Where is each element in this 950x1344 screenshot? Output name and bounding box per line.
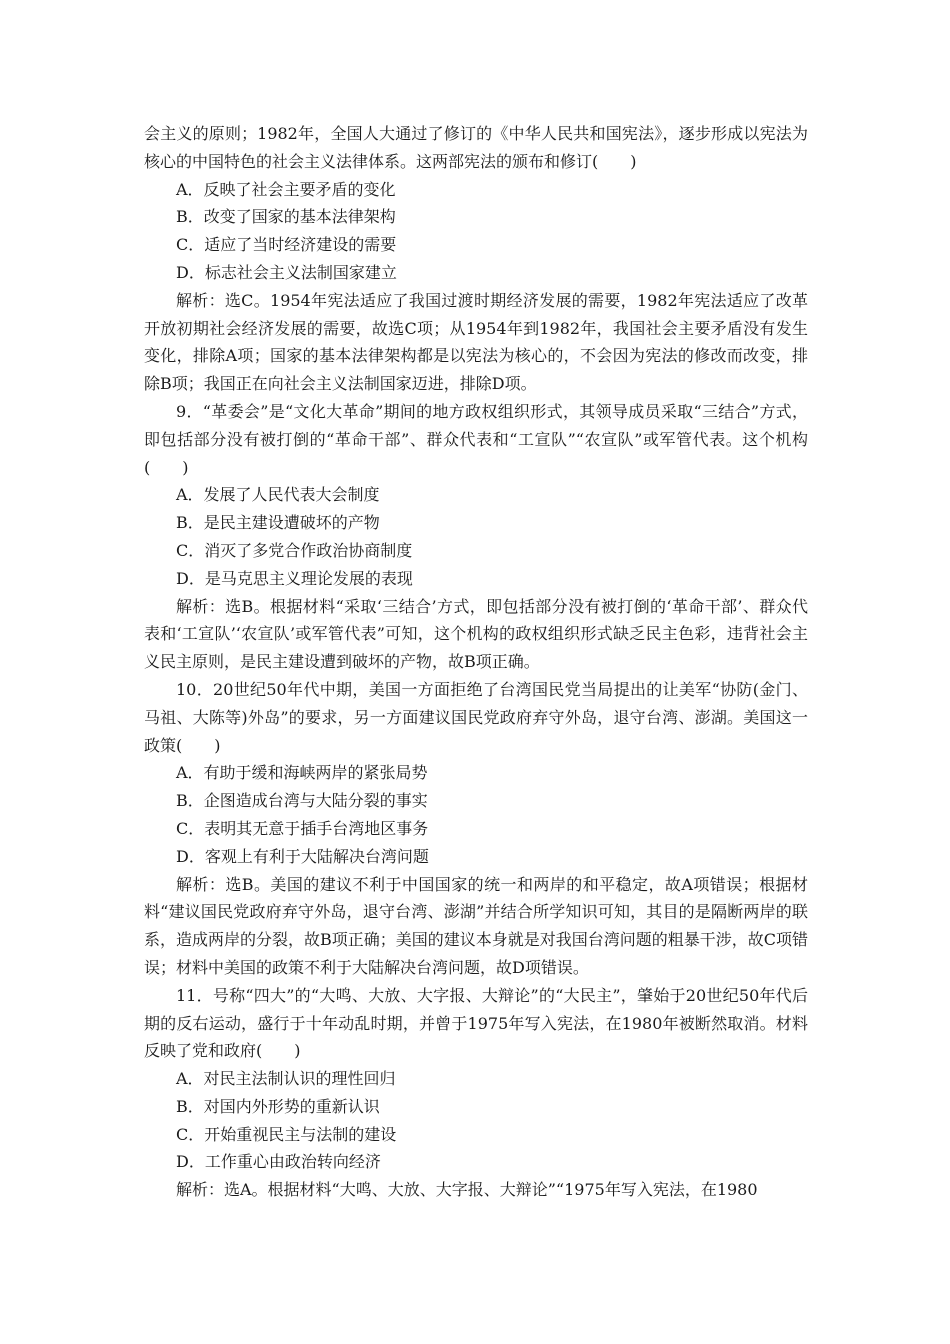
- q8-option-b: B．改变了国家的基本法律架构: [176, 207, 396, 227]
- q11-option-b: B．对国内外形势的重新认识: [176, 1096, 380, 1116]
- q10-stem: 10．20世纪50年代中期，美国一方面拒绝了台湾国民党当局提出的让美军“协防(金门、马祖、大陈等)外岛”的要求，另一方面建议国民党政府弃守外岛，退守台湾、澎湖。美国这一政策( ): [144, 679, 808, 755]
- q9-analysis: 解析：选B。根据材料“采取‘三结合’方式，即包括部分没有被打倒的‘革命干部’、群众代表和‘工宣队’‘农宣队’或军管代表”可知，这个机构的政权组织形式缺乏民主色彩，违背社会主义民主原则，是民主建设遭到破坏的产物，故B项正确。: [144, 596, 808, 672]
- q9-option-b: B．是民主建设遭破坏的产物: [176, 513, 380, 533]
- document-page: [144, 120, 808, 1204]
- q9-stem: 9．“革委会”是“文化大革命”期间的地方政权组织形式，其领导成员采取“三结合”方式，即包括部分没有被打倒的“革命干部”、群众代表和“工宣队”“农宣队”或军管代表。这个机构( ): [144, 401, 808, 477]
- q10-option-c: C．表明其无意于插手台湾地区事务: [176, 818, 429, 838]
- q8-option-a: A．反映了社会主要矛盾的变化: [176, 179, 396, 199]
- q11-option-a: A．对民主法制认识的理性回归: [176, 1069, 396, 1089]
- q9-option-d: D．是马克思主义理论发展的表现: [176, 568, 413, 588]
- q11-option-d: D．工作重心由政治转向经济: [176, 1152, 381, 1172]
- q10-option-a: A．有助于缓和海峡两岸的紧张局势: [176, 763, 428, 783]
- q11-analysis: 解析：选A。根据材料“大鸣、大放、大字报、大辩论”“1975年写入宪法，在1980: [176, 1180, 758, 1200]
- q10-option-d: D．客观上有利于大陆解决台湾问题: [176, 846, 429, 866]
- q8-analysis: 解析：选C。1954年宪法适应了我国过渡时期经济发展的需要，1982年宪法适应了改革开放初期社会经济发展的需要，故选C项；从1954年到1982年，我国社会主要矛盾没有发生变化，排除A项；国家的基本法律架构都是以宪法为核心的，不会因为宪法的修改而改变，排除B项；我国正在向社会主义法制国家迈进，排除D项。: [144, 290, 808, 394]
- q10-analysis: 解析：选B。美国的建议不利于中国国家的统一和两岸的和平稳定，故A项错误；根据材料“建议国民党政府弃守外岛，退守台湾、澎湖”并结合所学知识可知，其目的是隔断两岸的联系，造成两岸的分裂，故B项正确；美国的建议本身就是对我国台湾问题的粗暴干涉，故C项错误；材料中美国的政策不利于大陆解决台湾问题，故D项错误。: [144, 874, 809, 977]
- q9-option-a: A．发展了人民代表大会制度: [176, 485, 380, 505]
- q8-stem-tail: 会主义的原则；1982年，全国人大通过了修订的《中华人民共和国宪法》，逐步形成以宪法为核心的中国特色的社会主义法律体系。这两部宪法的颁布和修订( ): [144, 124, 808, 171]
- q11-stem: 11．号称“四大”的“大鸣、大放、大字报、大辩论”的“大民主”，肇始于20世纪50年代后期的反右运动，盛行于十年动乱时期，并曾于1975年写入宪法，在1980年被断然取消。材料反映了党和政府( ): [144, 985, 808, 1061]
- q8-option-c: C．适应了当时经济建设的需要: [176, 235, 397, 255]
- q11-option-c: C．开始重视民主与法制的建设: [176, 1124, 397, 1144]
- q9-option-c: C．消灭了多党合作政治协商制度: [176, 540, 413, 560]
- q8-option-d: D．标志社会主义法制国家建立: [176, 262, 397, 282]
- q10-option-b: B．企图造成台湾与大陆分裂的事实: [176, 791, 428, 811]
